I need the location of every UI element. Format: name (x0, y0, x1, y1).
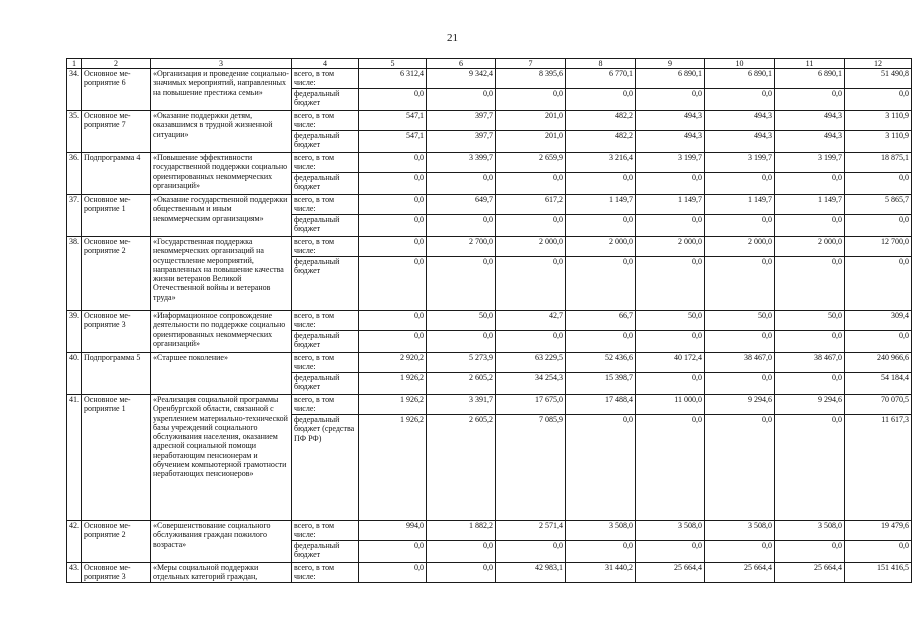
table-row (67, 311, 912, 331)
row-number: 35. (67, 111, 82, 153)
year-value: 201,0 (496, 111, 566, 131)
year-value: 3 508,0 (636, 521, 705, 541)
funding-source: всего, в том числе: (292, 521, 359, 541)
year-value: 201,0 (496, 131, 566, 153)
year-value: 8 395,6 (496, 69, 566, 89)
activity-code: Основное ме-роприятие 3 (82, 311, 151, 353)
activity-code: Подпрограмма 5 (82, 353, 151, 395)
total-value: 0,0 (845, 541, 912, 563)
column-number-6: 6 (427, 59, 496, 69)
activity-code: Основное ме-роприятие 7 (82, 111, 151, 153)
year-value: 0,0 (775, 373, 845, 395)
total-value: 309,4 (845, 311, 912, 331)
table-body (67, 59, 912, 583)
year-value: 0,0 (705, 331, 775, 353)
year-value: 0,0 (496, 331, 566, 353)
year-value: 63 229,5 (496, 353, 566, 373)
program-funding-table (66, 58, 912, 583)
table-row (67, 111, 912, 131)
year-value: 0,0 (359, 257, 427, 311)
year-value: 2 605,2 (427, 415, 496, 521)
year-value: 66,7 (566, 311, 636, 331)
year-value: 3 508,0 (705, 521, 775, 541)
year-value: 1 149,7 (566, 195, 636, 215)
year-value: 0,0 (359, 541, 427, 563)
row-number: 40. (67, 353, 82, 395)
year-value: 6 770,1 (566, 69, 636, 89)
year-value: 50,0 (775, 311, 845, 331)
table-row (67, 237, 912, 257)
year-value: 0,0 (359, 311, 427, 331)
table-row (67, 395, 912, 415)
funding-source: всего, в том числе: (292, 563, 359, 583)
total-value: 5 865,7 (845, 195, 912, 215)
year-value: 0,0 (359, 563, 427, 583)
year-value: 1 149,7 (775, 195, 845, 215)
funding-source: федеральный бюджет (292, 257, 359, 311)
row-number: 34. (67, 69, 82, 111)
year-value: 0,0 (566, 331, 636, 353)
activity-code: Основное ме-роприятие 3 (82, 563, 151, 583)
year-value: 0,0 (427, 541, 496, 563)
year-value: 9 342,4 (427, 69, 496, 89)
activity-name: «Оказание поддержки детям, оказавшимся в трудной жизненной ситуации» (151, 111, 292, 153)
total-value: 0,0 (845, 89, 912, 111)
funding-source: федеральный бюджет (292, 331, 359, 353)
funding-source: всего, в том числе: (292, 237, 359, 257)
row-number: 39. (67, 311, 82, 353)
funding-source: федеральный бюджет (292, 215, 359, 237)
column-number-1: 1 (67, 59, 82, 69)
year-value: 1 149,7 (636, 195, 705, 215)
year-value: 494,3 (636, 111, 705, 131)
year-value: 2 000,0 (636, 237, 705, 257)
year-value: 547,1 (359, 131, 427, 153)
year-value: 0,0 (359, 153, 427, 173)
year-value: 2 000,0 (566, 237, 636, 257)
total-value: 0,0 (845, 257, 912, 311)
year-value: 0,0 (775, 215, 845, 237)
year-value: 0,0 (496, 541, 566, 563)
page-number: 21 (447, 32, 458, 44)
table-row (67, 563, 912, 583)
year-value: 52 436,6 (566, 353, 636, 373)
activity-code: Основное ме-роприятие 2 (82, 521, 151, 563)
table-row (67, 353, 912, 373)
year-value: 1 926,2 (359, 373, 427, 395)
year-value: 0,0 (427, 563, 496, 583)
year-value: 494,3 (705, 111, 775, 131)
year-value: 649,7 (427, 195, 496, 215)
year-value: 0,0 (705, 541, 775, 563)
year-value: 0,0 (359, 237, 427, 257)
year-value: 0,0 (359, 331, 427, 353)
year-value: 2 605,2 (427, 373, 496, 395)
total-value: 0,0 (845, 331, 912, 353)
year-value: 6 890,1 (775, 69, 845, 89)
year-value: 0,0 (359, 215, 427, 237)
activity-name: «Старшее поколение» (151, 353, 292, 395)
funding-source: всего, в том числе: (292, 153, 359, 173)
funding-source: федеральный бюджет (292, 173, 359, 195)
activity-name: «Меры социальной поддержки отдельных категорий граждан, (151, 563, 292, 583)
activity-code: Основное ме-роприятие 6 (82, 69, 151, 111)
total-value: 11 617,3 (845, 415, 912, 521)
table-row (67, 521, 912, 541)
column-number-10: 10 (705, 59, 775, 69)
table-row (67, 69, 912, 89)
year-value: 0,0 (566, 89, 636, 111)
activity-name: «Информационное сопровождение деятельности по поддержке социально ориентированных некоммерческих организаций» (151, 311, 292, 353)
year-value: 482,2 (566, 111, 636, 131)
year-value: 50,0 (427, 311, 496, 331)
year-value: 3 508,0 (566, 521, 636, 541)
year-value: 0,0 (775, 415, 845, 521)
column-number-8: 8 (566, 59, 636, 69)
column-number-7: 7 (496, 59, 566, 69)
year-value: 0,0 (775, 257, 845, 311)
year-value: 494,3 (705, 131, 775, 153)
year-value: 0,0 (496, 215, 566, 237)
row-number: 42. (67, 521, 82, 563)
total-value: 3 110,9 (845, 131, 912, 153)
year-value: 0,0 (775, 541, 845, 563)
year-value: 0,0 (636, 415, 705, 521)
year-value: 50,0 (705, 311, 775, 331)
column-number-header-row (67, 59, 912, 69)
total-value: 151 416,5 (845, 563, 912, 583)
year-value: 1 149,7 (705, 195, 775, 215)
year-value: 34 254,3 (496, 373, 566, 395)
activity-code: Основное ме-роприятие 2 (82, 237, 151, 311)
year-value: 0,0 (566, 541, 636, 563)
year-value: 0,0 (705, 173, 775, 195)
total-value: 19 479,6 (845, 521, 912, 541)
funding-source: федеральный бюджет (292, 541, 359, 563)
year-value: 2 000,0 (775, 237, 845, 257)
program-funding-table-container (66, 58, 912, 583)
funding-source: федеральный бюджет (292, 373, 359, 395)
year-value: 50,0 (636, 311, 705, 331)
total-value: 54 184,4 (845, 373, 912, 395)
year-value: 0,0 (359, 195, 427, 215)
table-row (67, 195, 912, 215)
year-value: 6 890,1 (636, 69, 705, 89)
funding-source: федеральный бюджет (292, 131, 359, 153)
activity-name: «Оказание государственной поддержки общественным и иным некоммерческим организациям» (151, 195, 292, 237)
year-value: 3 199,7 (636, 153, 705, 173)
activity-name: «Организация и проведение социально-значимых мероприятий, направленных на повышение престижа семьи» (151, 69, 292, 111)
year-value: 2 000,0 (496, 237, 566, 257)
year-value: 42,7 (496, 311, 566, 331)
year-value: 9 294,6 (775, 395, 845, 415)
year-value: 0,0 (705, 415, 775, 521)
column-number-3: 3 (151, 59, 292, 69)
year-value: 0,0 (427, 331, 496, 353)
activity-name: «Реализация социальной программы Оренбургской области, связанной с укреплением материально-технической базы учреждений социального обслуживания населения, оказанием адресной социальной помощи неработающим пенсионерам и обучением компьютерной грамотности неработающих пенсионеров» (151, 395, 292, 521)
total-value: 0,0 (845, 215, 912, 237)
year-value: 6 890,1 (705, 69, 775, 89)
funding-source: всего, в том числе: (292, 353, 359, 373)
year-value: 3 399,7 (427, 153, 496, 173)
activity-code: Подпрограмма 4 (82, 153, 151, 195)
total-value: 12 700,0 (845, 237, 912, 257)
year-value: 2 659,9 (496, 153, 566, 173)
column-number-11: 11 (775, 59, 845, 69)
column-number-2: 2 (82, 59, 151, 69)
funding-source: всего, в том числе: (292, 69, 359, 89)
activity-code: Основное ме-роприятие 1 (82, 395, 151, 521)
activity-name: «Повышение эффективности государственной поддержки социально ориентированных некоммерческих организаций» (151, 153, 292, 195)
year-value: 0,0 (775, 331, 845, 353)
year-value: 38 467,0 (775, 353, 845, 373)
year-value: 994,0 (359, 521, 427, 541)
year-value: 397,7 (427, 131, 496, 153)
year-value: 0,0 (566, 173, 636, 195)
total-value: 3 110,9 (845, 111, 912, 131)
year-value: 25 664,4 (636, 563, 705, 583)
year-value: 494,3 (636, 131, 705, 153)
year-value: 1 926,2 (359, 415, 427, 521)
year-value: 25 664,4 (705, 563, 775, 583)
funding-source: всего, в том числе: (292, 111, 359, 131)
year-value: 0,0 (496, 257, 566, 311)
activity-code: Основное ме-роприятие 1 (82, 195, 151, 237)
column-number-12: 12 (845, 59, 912, 69)
row-number: 38. (67, 237, 82, 311)
total-value: 0,0 (845, 173, 912, 195)
year-value: 0,0 (636, 215, 705, 237)
year-value: 0,0 (636, 373, 705, 395)
year-value: 7 085,9 (496, 415, 566, 521)
total-value: 70 070,5 (845, 395, 912, 415)
year-value: 0,0 (359, 173, 427, 195)
total-value: 18 875,1 (845, 153, 912, 173)
year-value: 0,0 (566, 215, 636, 237)
year-value: 2 000,0 (705, 237, 775, 257)
year-value: 0,0 (636, 257, 705, 311)
activity-name: «Совершенствование социального обслуживания граждан пожилого возраста» (151, 521, 292, 563)
row-number: 37. (67, 195, 82, 237)
year-value: 617,2 (496, 195, 566, 215)
year-value: 1 926,2 (359, 395, 427, 415)
table-row (67, 153, 912, 173)
year-value: 9 294,6 (705, 395, 775, 415)
year-value: 1 882,2 (427, 521, 496, 541)
year-value: 0,0 (705, 257, 775, 311)
year-value: 3 508,0 (775, 521, 845, 541)
funding-source: федеральный бюджет (средства ПФ РФ) (292, 415, 359, 521)
year-value: 5 273,9 (427, 353, 496, 373)
year-value: 2 700,0 (427, 237, 496, 257)
year-value: 494,3 (775, 131, 845, 153)
year-value: 0,0 (705, 89, 775, 111)
year-value: 38 467,0 (705, 353, 775, 373)
row-number: 41. (67, 395, 82, 521)
year-value: 0,0 (705, 373, 775, 395)
year-value: 11 000,0 (636, 395, 705, 415)
year-value: 0,0 (496, 89, 566, 111)
year-value: 0,0 (566, 257, 636, 311)
year-value: 0,0 (705, 215, 775, 237)
year-value: 0,0 (636, 331, 705, 353)
column-number-5: 5 (359, 59, 427, 69)
year-value: 0,0 (427, 257, 496, 311)
year-value: 0,0 (775, 173, 845, 195)
year-value: 482,2 (566, 131, 636, 153)
year-value: 0,0 (636, 89, 705, 111)
year-value: 0,0 (636, 541, 705, 563)
year-value: 15 398,7 (566, 373, 636, 395)
year-value: 40 172,4 (636, 353, 705, 373)
year-value: 397,7 (427, 111, 496, 131)
total-value: 240 966,6 (845, 353, 912, 373)
year-value: 0,0 (359, 89, 427, 111)
total-value: 51 490,8 (845, 69, 912, 89)
year-value: 547,1 (359, 111, 427, 131)
year-value: 42 983,1 (496, 563, 566, 583)
funding-source: всего, в том числе: (292, 311, 359, 331)
funding-source: всего, в том числе: (292, 395, 359, 415)
column-number-9: 9 (636, 59, 705, 69)
year-value: 6 312,4 (359, 69, 427, 89)
year-value: 3 391,7 (427, 395, 496, 415)
year-value: 3 216,4 (566, 153, 636, 173)
year-value: 17 488,4 (566, 395, 636, 415)
year-value: 3 199,7 (775, 153, 845, 173)
year-value: 0,0 (427, 173, 496, 195)
funding-source: всего, в том числе: (292, 195, 359, 215)
year-value: 17 675,0 (496, 395, 566, 415)
year-value: 0,0 (427, 215, 496, 237)
year-value: 25 664,4 (775, 563, 845, 583)
row-number: 36. (67, 153, 82, 195)
year-value: 0,0 (775, 89, 845, 111)
funding-source: федеральный бюджет (292, 89, 359, 111)
year-value: 2 571,4 (496, 521, 566, 541)
row-number: 43. (67, 563, 82, 583)
year-value: 0,0 (496, 173, 566, 195)
year-value: 0,0 (566, 415, 636, 521)
activity-name: «Государственная поддержка некоммерческих организаций на осуществление мероприятий, направленных на повышение качества жизни ветеранов Великой Отечественной войны и ветеранов труда» (151, 237, 292, 311)
year-value: 3 199,7 (705, 153, 775, 173)
year-value: 0,0 (636, 173, 705, 195)
year-value: 2 920,2 (359, 353, 427, 373)
year-value: 31 440,2 (566, 563, 636, 583)
year-value: 0,0 (427, 89, 496, 111)
year-value: 494,3 (775, 111, 845, 131)
column-number-4: 4 (292, 59, 359, 69)
